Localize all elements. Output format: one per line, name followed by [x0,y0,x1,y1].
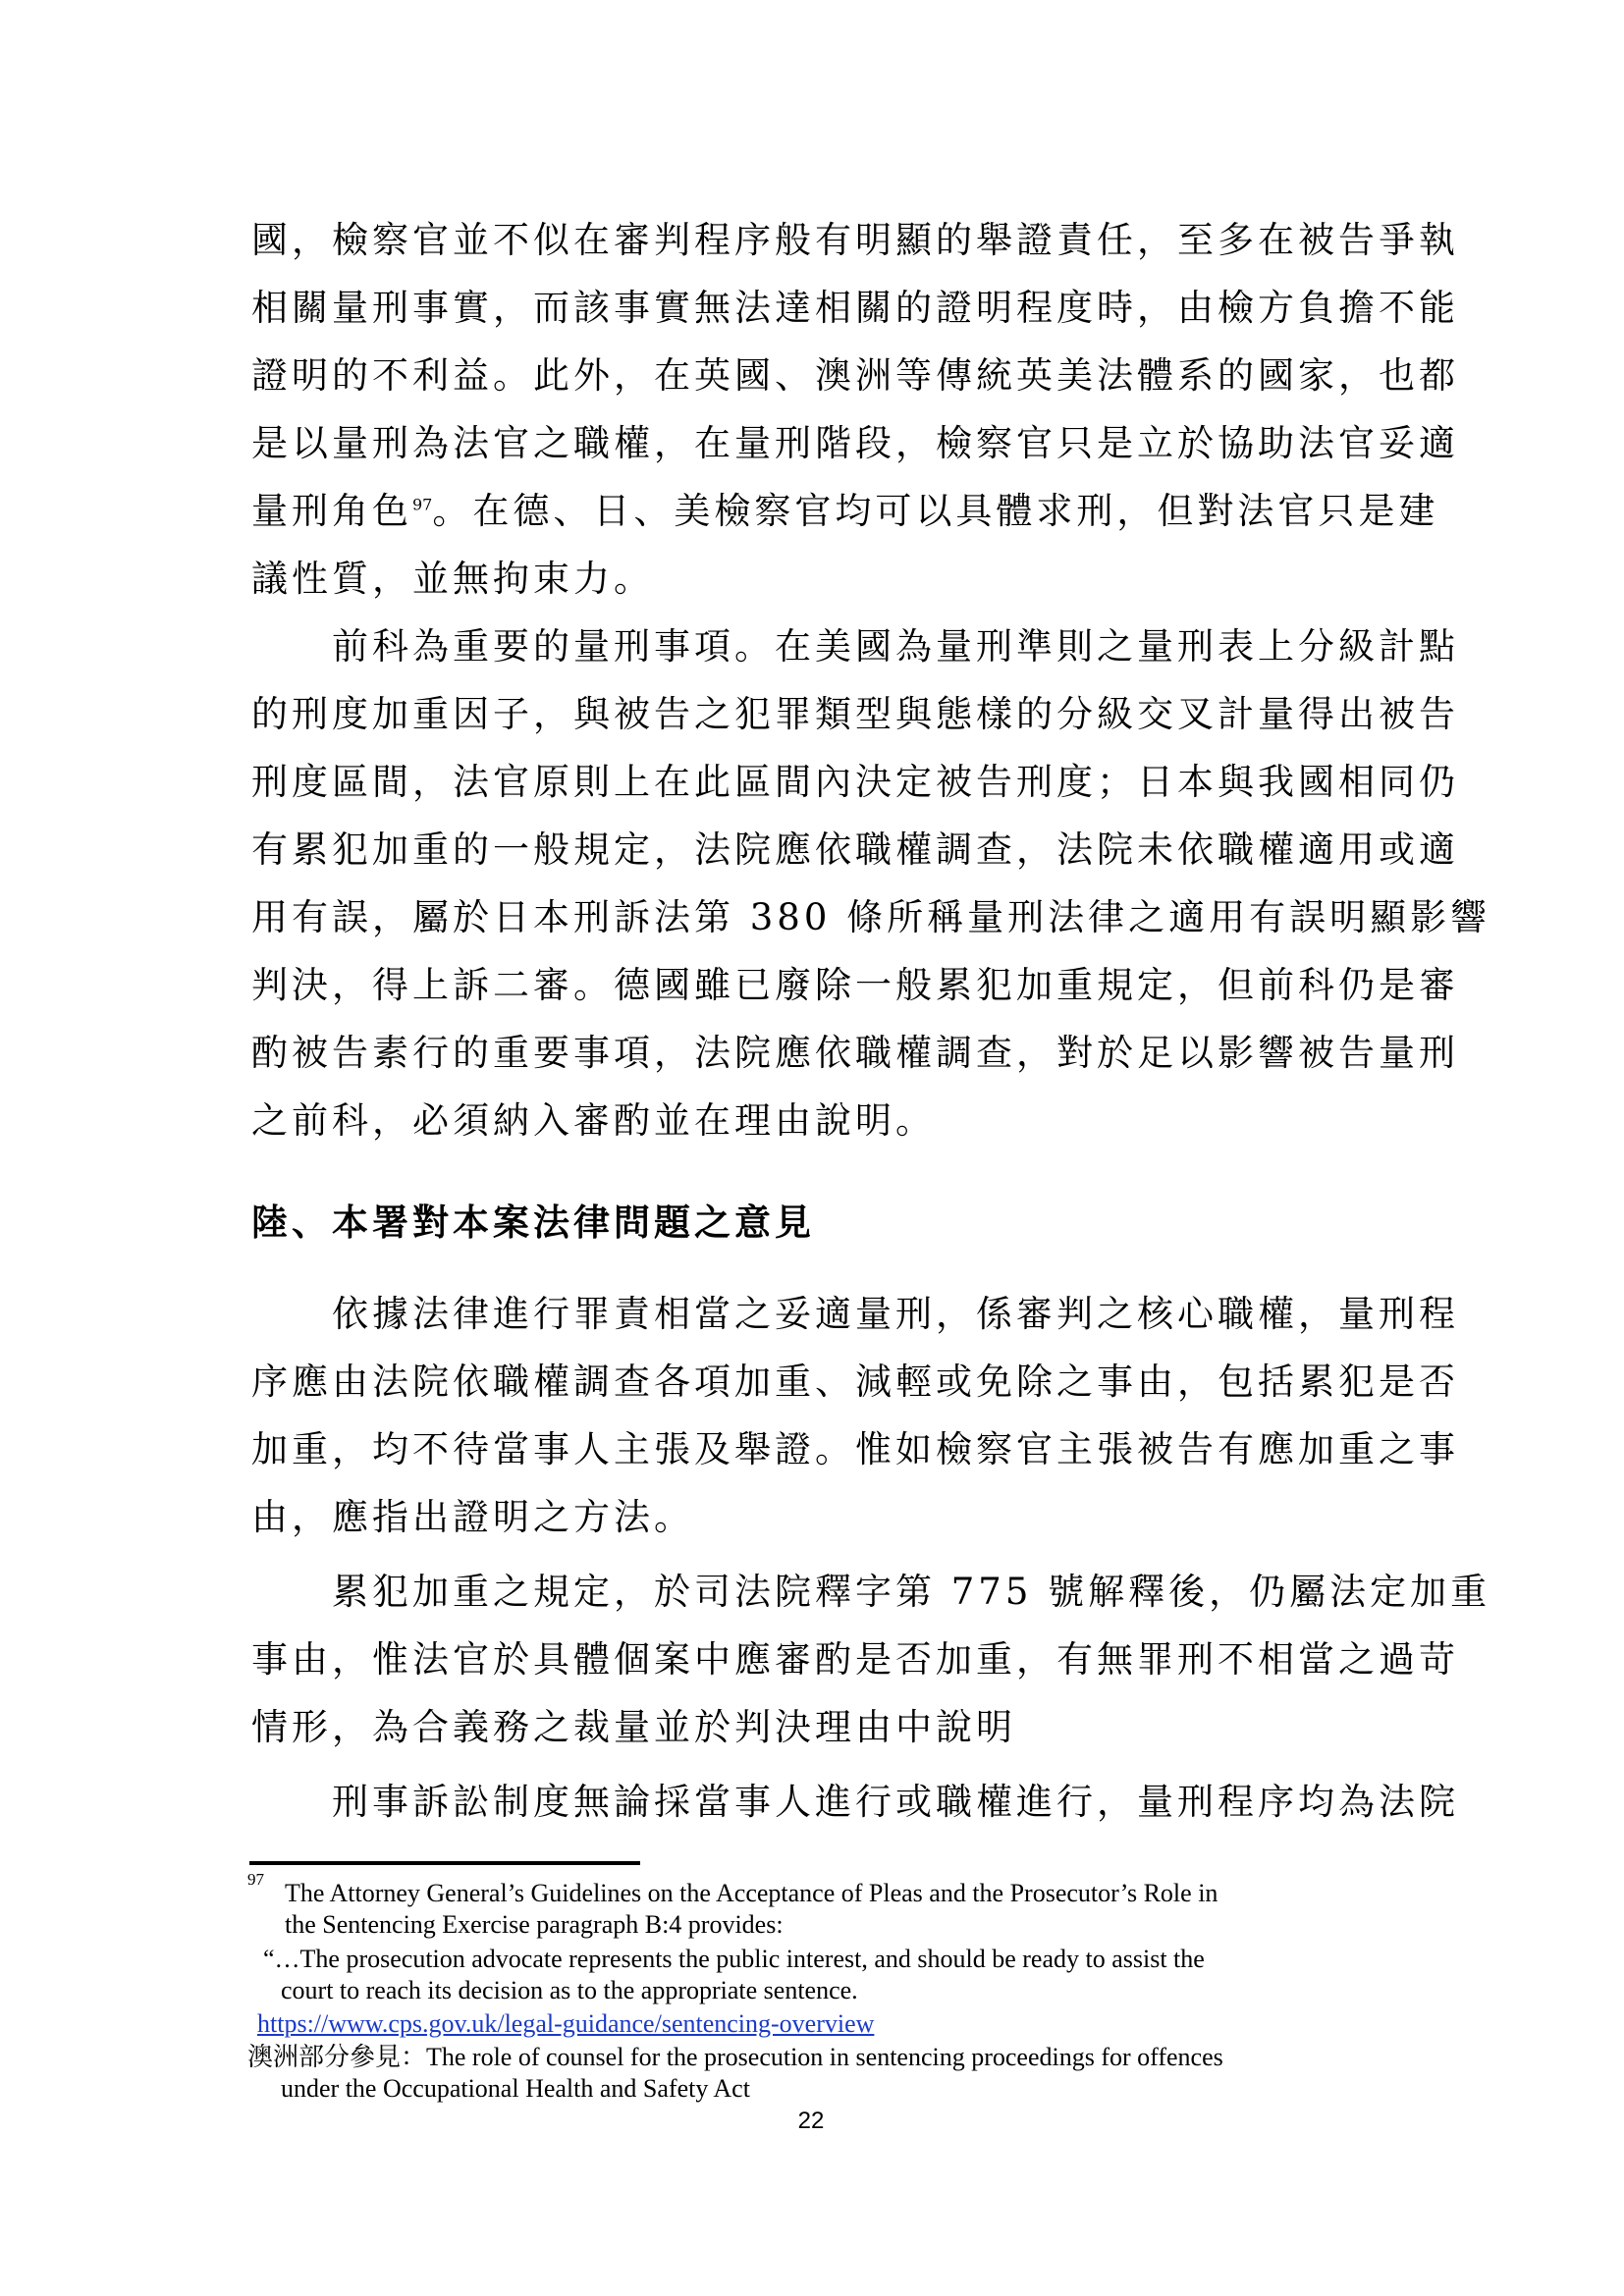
body-line: 由，應指出證明之方法。 [251,1496,694,1538]
body-line: 相關量刑事實，而該事實無法達相關的證明程度時，由檢方負擔不能 [251,287,1459,329]
body-line: 序應由法院依職權調查各項加重、減輕或免除之事由，包括累犯是否 [251,1361,1459,1403]
body-line: 議性質，並無拘束力。 [251,558,654,600]
body-line: 累犯加重之規定，於司法院釋字第 775 號解釋後，仍屬法定加重 [251,1571,1491,1613]
body-line: 刑事訴訟制度無論採當事人進行或職權進行，量刑程序均為法院 [251,1781,1459,1823]
body-line-with-footnote [251,487,1439,536]
body-line: 依據法律進行罪責相當之妥適量刑，係審判之核心職權，量刑程 [251,1293,1459,1335]
body-line: 事由，惟法官於具體個案中應審酌是否加重，有無罪刑不相當之過苛 [251,1638,1459,1681]
footnote-number: 97 [247,1870,264,1889]
footnote-link[interactable]: https://www.cps.gov.uk/legal-guidance/sentencing-overview [257,2009,875,2038]
body-line: 有累犯加重的一般規定，法院應依職權調查，法院未依職權適用或適 [251,828,1459,871]
section-heading: 陸、本署對本案法律問題之意見 [251,1201,815,1244]
body-line: 證明的不利益。此外，在英國、澳洲等傳統英美法體系的國家，也都 [251,354,1459,397]
page-number: 22 [797,2108,825,2134]
body-line: 之前科，必須納入審酌並在理由說明。 [251,1099,936,1142]
body-line: 是以量刑為法官之職權，在量刑階段，檢察官只是立於協助法官妥適 [251,422,1459,464]
body-line: 國，檢察官並不似在審判程序般有明顯的舉證責任，至多在被告爭執 [251,219,1459,261]
body-text: 。在德、日、美檢察官均可以具體求刑，但對法官只是建 [432,490,1439,532]
body-line: 刑度區間，法官原則上在此區間內決定被告刑度；日本與我國相同仍 [251,761,1459,803]
footnote-line: the Sentencing Exercise paragraph B:4 provides: [285,1910,784,1939]
footnote-separator [249,1861,640,1865]
footnote-line: 澳洲部分參見：The role of counsel for the prosecution in sentencing proceedings for offences [247,2043,1223,2071]
body-line: 前科為重要的量刑事項。在美國為量刑準則之量刑表上分級計點 [251,625,1459,667]
body-line: 判決，得上訴二審。德國雖已廢除一般累犯加重規定，但前科仍是審 [251,964,1459,1006]
body-line: 加重，均不待當事人主張及舉證。惟如檢察官主張被告有應加重之事 [251,1428,1459,1470]
footnote-line: court to reach its decision as to the appropriate sentence. [281,1976,858,2004]
body-line: 情形，為合義務之裁量並於判決理由中說明 [251,1706,1016,1748]
body-line: 酌被告素行的重要事項，法院應依職權調查，對於足以影響被告量刑 [251,1032,1459,1074]
footnote-line: “…The prosecution advocate represents the public interest, and should be ready to assist the [263,1945,1205,1973]
body-line: 用有誤，屬於日本刑訴法第 380 條所稱量刑法律之適用有誤明顯影響 [251,896,1491,938]
footnote-line: The Attorney General’s Guidelines on the Acceptance of Pleas and the Prosecutor’s Role in [285,1879,1218,1907]
footnote-reference[interactable]: 97 [412,495,433,514]
body-line: 的刑度加重因子，與被告之犯罪類型與態樣的分級交叉計量得出被告 [251,693,1459,735]
body-text: 量刑角色 [251,490,412,532]
footnote-line: under the Occupational Health and Safety Act [281,2074,750,2103]
